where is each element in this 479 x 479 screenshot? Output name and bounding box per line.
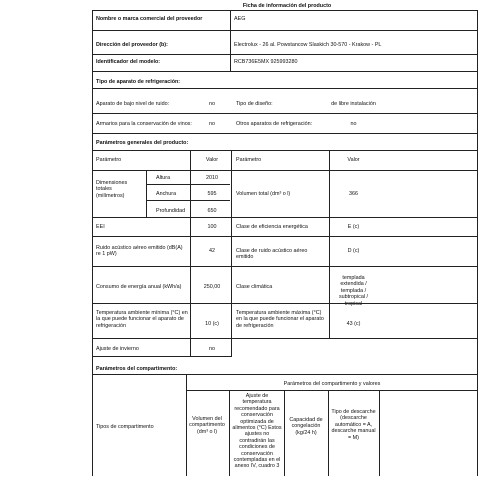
noise-class-value: D (c) — [347, 248, 360, 254]
rule — [92, 30, 478, 31]
winter-label: Ajuste de invierno — [96, 346, 139, 352]
model-value: RCB736E5MX 925993280 — [234, 59, 298, 65]
value-header-2: Valor — [347, 157, 360, 163]
eei-label: EEI — [96, 224, 105, 230]
low-noise-label: Aparato de bajo nivel de ruido: — [96, 101, 170, 107]
depth-value: 650 — [207, 208, 217, 214]
rule — [229, 390, 230, 476]
rule — [92, 71, 478, 72]
width-label: Anchura — [156, 191, 177, 197]
border-top — [92, 10, 478, 11]
rule — [328, 390, 329, 476]
climate-label: Clase climática — [236, 284, 273, 290]
low-noise-value: no — [209, 101, 215, 107]
address-label: Dirección del proveedor (b): — [96, 42, 168, 48]
param-header-2: Parámetro — [236, 157, 262, 163]
rule — [186, 374, 187, 476]
rule — [92, 113, 478, 114]
climate-value: templada extendida / templada / subtropical / — [338, 275, 369, 301]
other-label: Otros aparatos de refrigeración: — [236, 121, 313, 127]
noise-label: Ruido acústico aéreo emitido (dB(A) re 1 pW) — [96, 245, 183, 258]
total-volume-value: 366 — [349, 191, 358, 197]
compartment-temp-header: Ajuste de temperatura recomendado para conservación optimizada de alimentos (°C) Estos ajustes no contradirán las condiciones de conservación contempladas en el anexo IV, cuadro 3 — [232, 393, 282, 470]
rule — [92, 88, 478, 89]
depth-label: Profundidad — [156, 208, 186, 214]
min-temp-label: Temperatura ambiente mínima (°C) en la que puede funcionar el aparato de refrigeración — [96, 310, 188, 329]
compartment-defrost-header: Tipo de descarche (descarche automático = A, descarche manual = M) — [331, 409, 376, 441]
rule — [92, 356, 232, 357]
design-label: Tipo de diseño: — [236, 101, 273, 107]
height-value: 2010 — [206, 175, 218, 181]
rule — [379, 390, 380, 476]
wine-label: Armarios para la conservación de vinos: — [96, 121, 192, 127]
general-heading: Parámetros generales del producto: — [96, 140, 189, 146]
winter-value: no — [209, 346, 215, 352]
noise-class-label: Clase de ruido acústico aéreo emitido — [236, 248, 308, 261]
total-volume-label: Volumen total (dm³ o l) — [236, 191, 291, 197]
rule — [92, 150, 478, 151]
energy-class-value: E (c) — [347, 224, 360, 230]
energy-class-label: Clase de eficiencia energética — [236, 224, 308, 230]
model-label: Identificador del modelo: — [96, 59, 161, 65]
rule — [92, 236, 478, 237]
rule — [92, 374, 478, 375]
eei-value: 100 — [207, 224, 217, 230]
rule — [92, 303, 478, 304]
design-value: de libre instalación — [331, 101, 376, 107]
address-value: Electrolux - 26 al. Powstancow Slaskich 30-570 - Krakow - PL — [234, 42, 382, 48]
rule — [146, 200, 230, 201]
param-header: Parámetro — [96, 157, 122, 163]
annual-label: Consumo de energía anual (kWh/a) — [96, 284, 182, 290]
wine-value: no — [209, 121, 215, 127]
rule — [231, 150, 232, 356]
rule — [190, 150, 191, 356]
noise-value: 42 — [209, 248, 215, 254]
compartment-type-header: Tipos de compartimento — [96, 424, 154, 430]
rule — [92, 217, 478, 218]
max-temp-value: 43 (c) — [346, 321, 361, 327]
value-header: Valor — [205, 157, 219, 163]
appliance-type-heading: Tipo de aparato de refrigeración: — [96, 79, 181, 85]
border-right — [477, 10, 478, 476]
width-value: 595 — [207, 191, 217, 197]
rule — [92, 170, 478, 171]
rule — [284, 390, 285, 476]
rule — [92, 133, 478, 134]
compartment-freeze-header: Capacidad de congelación (kg/24 h) — [289, 417, 323, 436]
height-label: Altura — [156, 175, 171, 181]
rule — [92, 54, 478, 55]
rule — [329, 150, 330, 339]
border-left — [92, 10, 93, 476]
min-temp-value: 10 (c) — [205, 321, 219, 327]
compartment-group-header: Parámetros del compartimento y valores — [283, 381, 381, 387]
rule — [92, 266, 478, 267]
brand-label: Nombre o marca comercial del proveedor — [96, 16, 203, 22]
sheet-title: Ficha de información del producto — [242, 3, 332, 9]
annual-value: 250,00 — [203, 284, 221, 290]
max-temp-label: Temperatura ambiente máxima (°C) en la que puede funcionar el aparato de refrigeración — [236, 310, 324, 329]
compartment-heading: Parámetros del compartimento: — [96, 366, 178, 372]
other-value: no — [350, 121, 357, 127]
rule — [92, 338, 478, 339]
rule — [230, 10, 231, 72]
rule — [146, 170, 147, 217]
dimensions-label: Dimensiones totales (milímetros) — [96, 180, 128, 199]
brand-value: AEG — [234, 16, 246, 22]
compartment-volume-header: Volumen del compartimento (dm³ o l) — [189, 416, 225, 435]
rule — [146, 184, 230, 185]
